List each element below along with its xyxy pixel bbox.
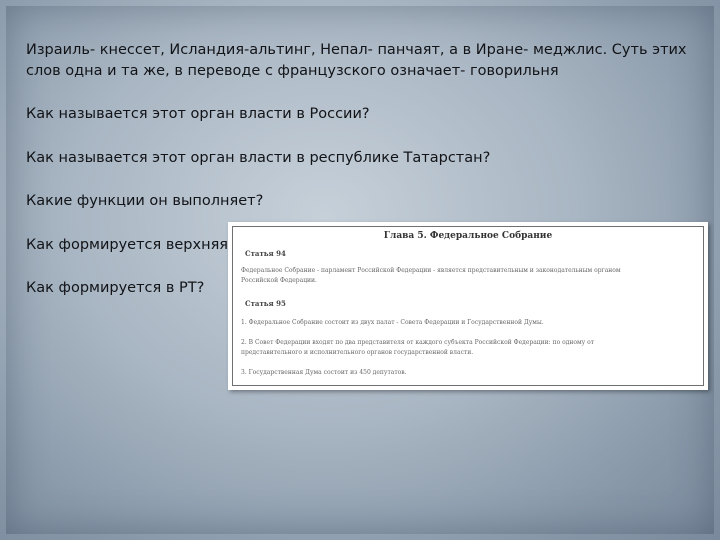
article-94-text-1: Федеральное Собрание - парламент Российской Федерации - является представительным и законодательным органом <box>241 267 621 274</box>
article-95-point-2b: представительного и исполнительного органов государственной власти. <box>241 349 474 356</box>
article-95-point-3: 3. Государственная Дума состоит из 450 депутатов. <box>241 369 407 376</box>
question-functions: Какие функции он выполняет? <box>26 193 264 209</box>
constitution-excerpt-image <box>228 222 708 390</box>
intro-line-1: Израиль- кнессет, Исландия-альтинг, Непал- панчаят, а в Иране- меджлис. Суть этих <box>26 42 687 58</box>
question-russia: Как называется этот орган власти в России? <box>26 106 370 122</box>
article-94-heading: Статья 94 <box>245 249 286 258</box>
document-border <box>232 226 704 386</box>
question-tatarstan: Как называется этот орган власти в республике Татарстан? <box>26 150 491 166</box>
question-upper-house: Как формируется верхняя <box>26 237 229 253</box>
intro-line-2: слов одна и та же, в переводе с французского означает- говорильня <box>26 63 559 79</box>
article-94-text-2: Российской Федерации. <box>241 277 317 284</box>
article-95-point-2a: 2. В Совет Федерации входят по два представителя от каждого субъекта Российской Федерации: по одному от <box>241 339 595 346</box>
article-95-heading: Статья 95 <box>245 299 286 308</box>
question-rt: Как формируется в РТ? <box>26 280 205 296</box>
article-95-point-1: 1. Федеральное Собрание состоит из двух палат - Совета Федерации и Государственной Думы. <box>241 319 544 326</box>
document-title: Глава 5. Федеральное Собрание <box>383 231 553 241</box>
